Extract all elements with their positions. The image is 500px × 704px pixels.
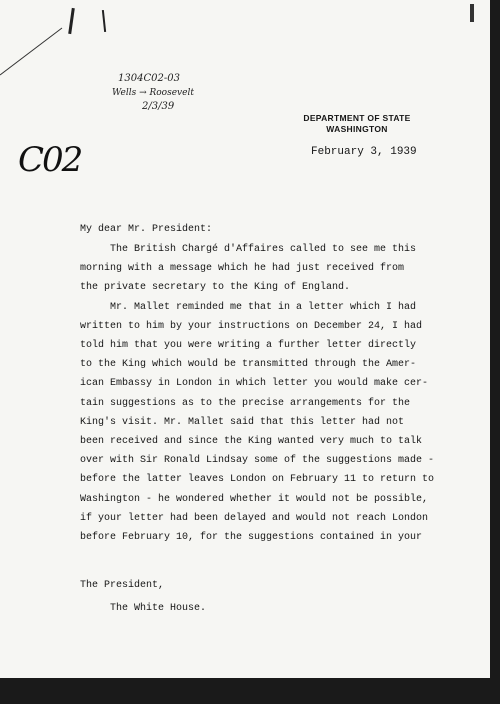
letterhead (292, 113, 422, 135)
letterhead-city: WASHINGTON (326, 124, 388, 134)
paragraph (80, 298, 456, 548)
text-line: before the latter leaves London on February 11 to return to (80, 474, 435, 486)
paragraph (80, 240, 456, 298)
text-line: been received and since the King wanted very much to talk (80, 436, 423, 448)
salutation: My dear Mr. President: (80, 224, 213, 235)
handwritten-mark: C02 (18, 140, 82, 180)
pen-mark (102, 10, 106, 32)
letterhead-department: DEPARTMENT OF STATE (303, 113, 411, 123)
text-line: the private secretary to the King of England. (80, 282, 351, 294)
reference-route: Wells → Roosevelt (112, 88, 194, 98)
text-line: tain suggestions as to the precise arrangements for the (80, 397, 411, 409)
text-line: morning with a message which he had just received from (80, 263, 405, 275)
scan-border-bottom (0, 678, 500, 704)
handwritten-reference (112, 72, 194, 114)
addressee-location: The White House. (110, 603, 207, 614)
text-line: King's visit. Mr. Mallet said that this letter had not (80, 416, 405, 428)
addressee-name: The President, (80, 580, 165, 591)
reference-date: 2/3/39 (142, 101, 175, 112)
text-line: written to him by your instructions on December 24, I had (80, 320, 423, 332)
text-line: ican Embassy in London in which letter you would make cer- (80, 378, 429, 390)
text-line: told him that you were writing a further letter directly (80, 340, 417, 352)
letter-date: February 3, 1939 (311, 146, 417, 158)
text-line: Mr. Mallet reminded me that in a letter which I had (110, 301, 417, 313)
text-line: to the King which would be transmitted through the Amer- (80, 359, 417, 371)
text-line: The British Chargé d'Affaires called to see me this (110, 244, 417, 255)
text-line: before February 10, for the suggestions contained in your (80, 532, 423, 544)
addressee-block (80, 574, 206, 620)
reference-number: 1304C02-03 (118, 73, 180, 84)
text-line: Washington - he wondered whether it would not be possible, (80, 493, 429, 505)
text-line: if your letter had been delayed and would not reach London (80, 512, 429, 524)
scan-artifact (470, 4, 474, 22)
text-line: over with Sir Ronald Lindsay some of the suggestions made - (80, 455, 435, 467)
letter-body (80, 240, 456, 547)
scan-border-right (490, 0, 500, 704)
page-fold-mark (0, 0, 70, 80)
